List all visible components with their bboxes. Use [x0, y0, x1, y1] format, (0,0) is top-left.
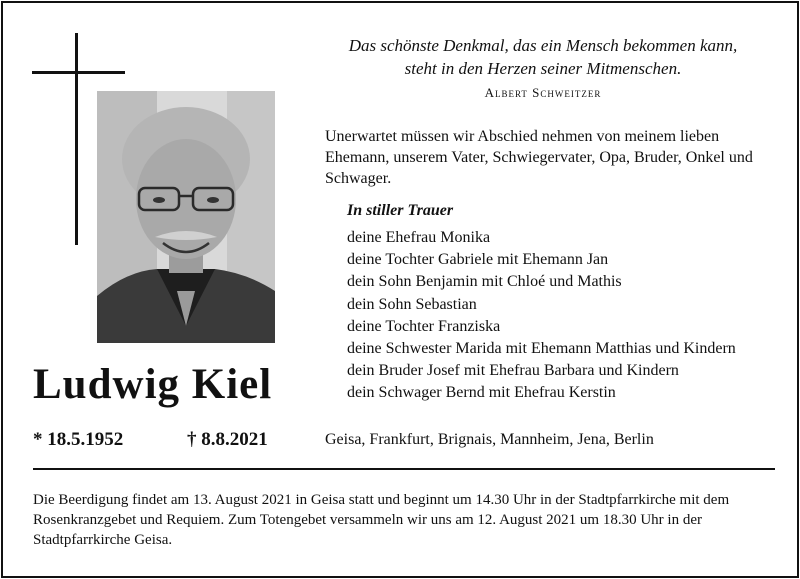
memorial-quote [321, 34, 765, 80]
places-list: Geisa, Frankfurt, Brignais, Mannheim, Jena, Berlin [325, 431, 654, 448]
birth-date: * 18.5.1952 [33, 429, 124, 450]
deceased-name: Ludwig Kiel [33, 361, 273, 408]
mourner-item: deine Ehefrau Monika [347, 229, 491, 246]
mourner-item: dein Sohn Benjamin mit Chloé und Mathis [347, 273, 622, 291]
divider [33, 468, 775, 470]
intro-text: Unerwartet müssen wir Abschied nehmen von meinem lieben Ehemann, unserem Vater, Schwiegervater, Opa, Bruder, Onkel und Schwager. [325, 128, 753, 187]
quote-line-2: steht in den Herzen seiner Mitmenschen. [404, 59, 682, 78]
mourner-item: deine Tochter Gabriele mit Ehemann Jan [347, 251, 609, 269]
mourner-item: dein Bruder Josef mit Ehefrau Barbara und Kindern [347, 362, 679, 380]
mourner-item: dein Sohn Sebastian [347, 295, 477, 313]
mourner-item: dein Schwager Bernd mit Ehefrau Kerstin [347, 384, 616, 402]
obituary-notice [1, 1, 799, 578]
mourning-heading: In stiller Trauer [347, 202, 454, 219]
cross-icon [75, 33, 78, 245]
funeral-notice: Die Beerdigung findet am 13. August 2021 in Geisa statt und beginnt um 14.30 Uhr in der Stadtpfarrkirche mit dem Rosenkranzgebet und Requiem. Zum Totengebet versammeln wir uns am 12. August 2021 um 18.30 Uhr in der Stadtpfarrkirche Geisa. [33, 492, 730, 548]
portrait-photo [97, 91, 275, 343]
portrait-image [97, 91, 275, 343]
mourner-item: deine Schwester Marida mit Ehemann Matthias und Kindern [347, 340, 736, 358]
mourners-list [347, 227, 736, 405]
mourner-item: deine Tochter Franziska [347, 317, 501, 335]
quote-author: Albert Schweitzer [484, 85, 602, 100]
quote-line-1: Das schönste Denkmal, das ein Mensch bekommen kann, [348, 36, 738, 55]
death-date: † 8.8.2021 [187, 429, 268, 450]
cross-icon-bar [32, 71, 125, 74]
